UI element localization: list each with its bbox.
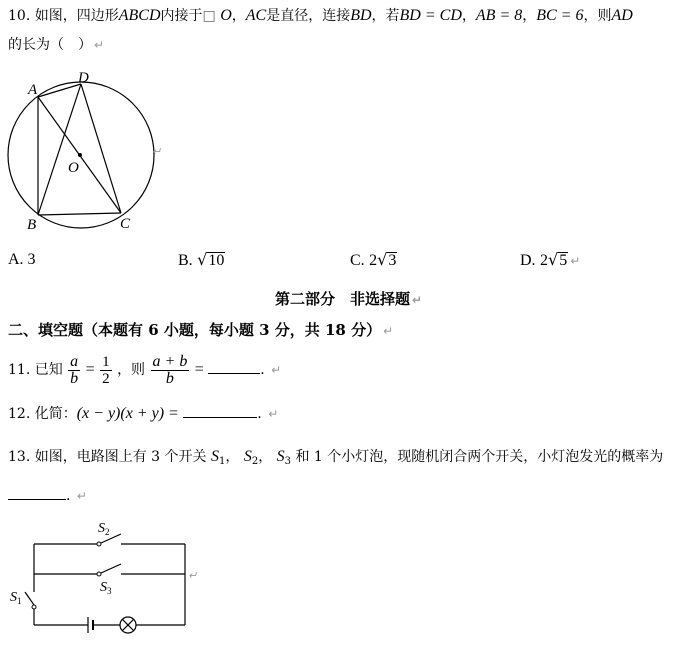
label-s1: $S_1$ xyxy=(10,590,22,606)
segment-bc xyxy=(38,213,121,215)
q11-fraction-one-half: $\frac{1}{2}$ xyxy=(102,353,110,387)
label-s2: $S_2$ xyxy=(98,521,110,537)
label-a: A xyxy=(28,82,38,98)
q13-answer-blank[interactable] xyxy=(8,485,66,500)
switch-s3-blade xyxy=(101,564,121,573)
q10-option-c: C. 2√3 xyxy=(350,250,397,269)
q10-circle-figure xyxy=(0,62,175,237)
q11-fraction-apb-over-b: $\frac{a + b}{b}$ xyxy=(152,352,188,387)
segment-bd xyxy=(38,84,81,215)
part2-heading: 第二部分 非选择题 ↵ xyxy=(275,290,423,308)
q10-option-b: B. √10 xyxy=(178,250,225,269)
label-s3: $S_3$ xyxy=(100,580,112,596)
segment-ad xyxy=(38,84,81,97)
switch-s3-contact-left xyxy=(97,572,101,576)
q13-line2: . ↵ xyxy=(8,485,87,506)
q13-circuit-figure xyxy=(0,515,205,640)
section2-heading: 二、填空题（本题有 6 小题，每小题 3 分，共 18 分） ↵ xyxy=(8,321,394,339)
label-d: D xyxy=(78,70,89,86)
label-o: O xyxy=(68,160,79,176)
q10-line1: 10. 如图，四边形ABCD内接于□ O，AC是直径，连接BD，若BD = CD，AB = 8，BC = 6，则AD xyxy=(8,7,633,24)
q11-fraction-a-over-b: $\frac{a}{b}$ xyxy=(70,352,79,387)
center-point xyxy=(78,153,82,157)
q10-line2: 的长为（ ） ↵ xyxy=(8,37,105,53)
switch-s1-contact xyxy=(32,605,36,609)
q12: 12. 化简：(x − y)(x + y) = . ↵ xyxy=(8,405,279,422)
q10-option-a: A. 3 xyxy=(8,251,36,268)
label-c: C xyxy=(120,216,131,232)
q13-line1: 13. 如图，电路图上有 3 个开关 $S_1$， $S_2$， $S_3$ 和 1 个小灯泡，现随机闭合两个开关，小灯泡发光的概率为 xyxy=(8,448,664,467)
q11-answer-blank[interactable] xyxy=(208,359,260,374)
return-mark: ↵ xyxy=(152,146,162,158)
q11: 11. 已知 $\frac{a}{b}$ = $\frac{1}{2}$ ，则 $\frac{a + b}{b}$ = . ↵ xyxy=(8,352,282,387)
q12-answer-blank[interactable] xyxy=(183,403,257,418)
switch-s2-contact-left xyxy=(97,542,101,546)
segment-cd xyxy=(81,84,121,213)
switch-s1-blade xyxy=(25,592,34,605)
label-b: B xyxy=(27,217,37,233)
return-mark: ↵ xyxy=(188,570,198,582)
q10-option-d: D. 2√5 ↵ xyxy=(520,250,581,269)
